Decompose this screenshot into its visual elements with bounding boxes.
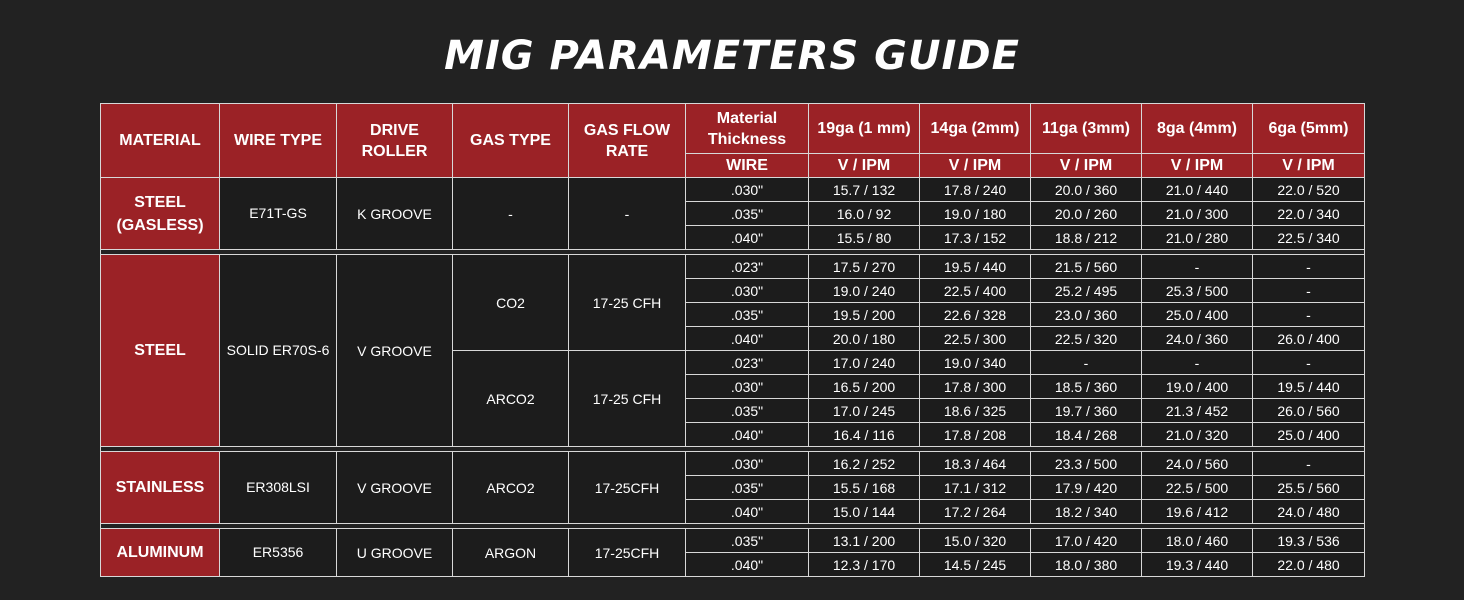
value-cell: - bbox=[1253, 452, 1365, 476]
value-cell: 15.0 / 320 bbox=[920, 529, 1031, 553]
value-cell: 16.0 / 92 bbox=[809, 202, 920, 226]
value-cell: 19.3 / 536 bbox=[1253, 529, 1365, 553]
value-cell: 21.5 / 560 bbox=[1031, 255, 1142, 279]
value-cell: 25.2 / 495 bbox=[1031, 279, 1142, 303]
material-cell: ALUMINUM bbox=[101, 529, 220, 577]
header-unit: V / IPM bbox=[1253, 154, 1365, 178]
table-row bbox=[101, 255, 1365, 279]
value-cell: 17.0 / 420 bbox=[1031, 529, 1142, 553]
value-cell: 25.0 / 400 bbox=[1253, 423, 1365, 447]
value-cell: 24.0 / 480 bbox=[1253, 500, 1365, 524]
table-row bbox=[101, 452, 1365, 476]
value-cell: 19.0 / 340 bbox=[920, 351, 1031, 375]
header-material: MATERIAL bbox=[101, 104, 220, 178]
wire-size-cell: .040" bbox=[686, 500, 809, 524]
value-cell: 17.1 / 312 bbox=[920, 476, 1031, 500]
value-cell: 25.5 / 560 bbox=[1253, 476, 1365, 500]
drive-roller-cell: K GROOVE bbox=[337, 178, 453, 250]
drive-roller-cell: V GROOVE bbox=[337, 452, 453, 524]
value-cell: - bbox=[1142, 351, 1253, 375]
value-cell: - bbox=[1253, 351, 1365, 375]
value-cell: - bbox=[1253, 303, 1365, 327]
wire-type-cell: ER308LSI bbox=[220, 452, 337, 524]
header-unit: V / IPM bbox=[920, 154, 1031, 178]
gas-type-cell: CO2 bbox=[453, 255, 569, 351]
wire-size-cell: .030" bbox=[686, 279, 809, 303]
value-cell: 17.8 / 208 bbox=[920, 423, 1031, 447]
value-cell: 21.3 / 452 bbox=[1142, 399, 1253, 423]
value-cell: 14.5 / 245 bbox=[920, 553, 1031, 577]
value-cell: 22.5 / 340 bbox=[1253, 226, 1365, 250]
header-wire: WIRE bbox=[686, 154, 809, 178]
value-cell: 17.8 / 300 bbox=[920, 375, 1031, 399]
value-cell: 21.0 / 300 bbox=[1142, 202, 1253, 226]
page-title: MIG PARAMETERS GUIDE bbox=[444, 33, 1020, 79]
value-cell: 20.0 / 260 bbox=[1031, 202, 1142, 226]
value-cell: 17.9 / 420 bbox=[1031, 476, 1142, 500]
table-body bbox=[101, 178, 1365, 577]
header-gauge: 6ga (5mm) bbox=[1253, 104, 1365, 154]
gas-flow-cell: 17-25CFH bbox=[569, 529, 686, 577]
header-gauge: 19ga (1 mm) bbox=[809, 104, 920, 154]
gas-type-cell: ARGON bbox=[453, 529, 569, 577]
value-cell: 22.5 / 400 bbox=[920, 279, 1031, 303]
header-drive-roller: DRIVE ROLLER bbox=[337, 104, 453, 178]
value-cell: 18.0 / 380 bbox=[1031, 553, 1142, 577]
wire-size-cell: .030" bbox=[686, 178, 809, 202]
drive-roller-cell: V GROOVE bbox=[337, 255, 453, 447]
value-cell: - bbox=[1253, 279, 1365, 303]
value-cell: 22.5 / 300 bbox=[920, 327, 1031, 351]
gas-flow-cell: 17-25CFH bbox=[569, 452, 686, 524]
wire-size-cell: .040" bbox=[686, 226, 809, 250]
gas-type-cell: ARCO2 bbox=[453, 351, 569, 447]
value-cell: 19.0 / 180 bbox=[920, 202, 1031, 226]
value-cell: 22.0 / 480 bbox=[1253, 553, 1365, 577]
value-cell: 20.0 / 360 bbox=[1031, 178, 1142, 202]
value-cell: 13.1 / 200 bbox=[809, 529, 920, 553]
wire-size-cell: .040" bbox=[686, 423, 809, 447]
value-cell: 22.0 / 520 bbox=[1253, 178, 1365, 202]
value-cell: 22.5 / 320 bbox=[1031, 327, 1142, 351]
value-cell: 17.3 / 152 bbox=[920, 226, 1031, 250]
value-cell: 18.0 / 460 bbox=[1142, 529, 1253, 553]
value-cell: - bbox=[1031, 351, 1142, 375]
header-gauge: 11ga (3mm) bbox=[1031, 104, 1142, 154]
wire-type-cell: E71T-GS bbox=[220, 178, 337, 250]
value-cell: 16.2 / 252 bbox=[809, 452, 920, 476]
table-row bbox=[101, 529, 1365, 553]
value-cell: 15.5 / 80 bbox=[809, 226, 920, 250]
value-cell: 26.0 / 560 bbox=[1253, 399, 1365, 423]
value-cell: 18.2 / 340 bbox=[1031, 500, 1142, 524]
value-cell: 18.5 / 360 bbox=[1031, 375, 1142, 399]
value-cell: - bbox=[1253, 255, 1365, 279]
value-cell: 18.3 / 464 bbox=[920, 452, 1031, 476]
wire-size-cell: .023" bbox=[686, 255, 809, 279]
header-unit: V / IPM bbox=[1031, 154, 1142, 178]
wire-size-cell: .035" bbox=[686, 303, 809, 327]
wire-size-cell: .035" bbox=[686, 202, 809, 226]
value-cell: 19.6 / 412 bbox=[1142, 500, 1253, 524]
gas-flow-cell: 17-25 CFH bbox=[569, 351, 686, 447]
wire-size-cell: .030" bbox=[686, 452, 809, 476]
value-cell: 23.3 / 500 bbox=[1031, 452, 1142, 476]
value-cell: 15.5 / 168 bbox=[809, 476, 920, 500]
header-gas-type: GAS TYPE bbox=[453, 104, 569, 178]
gas-type-cell: ARCO2 bbox=[453, 452, 569, 524]
value-cell: 21.0 / 280 bbox=[1142, 226, 1253, 250]
value-cell: 24.0 / 360 bbox=[1142, 327, 1253, 351]
value-cell: 17.0 / 245 bbox=[809, 399, 920, 423]
value-cell: 18.4 / 268 bbox=[1031, 423, 1142, 447]
value-cell: 15.0 / 144 bbox=[809, 500, 920, 524]
value-cell: 22.5 / 500 bbox=[1142, 476, 1253, 500]
gas-flow-cell: - bbox=[569, 178, 686, 250]
value-cell: 20.0 / 180 bbox=[809, 327, 920, 351]
value-cell: 25.3 / 500 bbox=[1142, 279, 1253, 303]
value-cell: 22.6 / 328 bbox=[920, 303, 1031, 327]
value-cell: 25.0 / 400 bbox=[1142, 303, 1253, 327]
wire-size-cell: .040" bbox=[686, 553, 809, 577]
wire-size-cell: .023" bbox=[686, 351, 809, 375]
value-cell: 19.3 / 440 bbox=[1142, 553, 1253, 577]
header-gauge: 8ga (4mm) bbox=[1142, 104, 1253, 154]
value-cell: 21.0 / 440 bbox=[1142, 178, 1253, 202]
value-cell: 19.5 / 200 bbox=[809, 303, 920, 327]
value-cell: 19.0 / 240 bbox=[809, 279, 920, 303]
gas-type-cell: - bbox=[453, 178, 569, 250]
value-cell: 12.3 / 170 bbox=[809, 553, 920, 577]
header-gas-flow-rate: GAS FLOW RATE bbox=[569, 104, 686, 178]
value-cell: 16.5 / 200 bbox=[809, 375, 920, 399]
value-cell: 23.0 / 360 bbox=[1031, 303, 1142, 327]
value-cell: 19.0 / 400 bbox=[1142, 375, 1253, 399]
value-cell: 17.2 / 264 bbox=[920, 500, 1031, 524]
value-cell: 17.0 / 240 bbox=[809, 351, 920, 375]
header-gauge: 14ga (2mm) bbox=[920, 104, 1031, 154]
value-cell: 21.0 / 320 bbox=[1142, 423, 1253, 447]
table-row bbox=[101, 178, 1365, 202]
wire-size-cell: .035" bbox=[686, 529, 809, 553]
material-cell: STEEL (GASLESS) bbox=[101, 178, 220, 250]
value-cell: 19.7 / 360 bbox=[1031, 399, 1142, 423]
value-cell: 19.5 / 440 bbox=[1253, 375, 1365, 399]
drive-roller-cell: U GROOVE bbox=[337, 529, 453, 577]
header-unit: V / IPM bbox=[809, 154, 920, 178]
wire-size-cell: .030" bbox=[686, 375, 809, 399]
value-cell: 17.5 / 270 bbox=[809, 255, 920, 279]
header-material-thickness: Material Thickness bbox=[686, 104, 809, 154]
header-wire-type: WIRE TYPE bbox=[220, 104, 337, 178]
wire-size-cell: .035" bbox=[686, 476, 809, 500]
value-cell: 19.5 / 440 bbox=[920, 255, 1031, 279]
wire-type-cell: SOLID ER70S-6 bbox=[220, 255, 337, 447]
wire-size-cell: .035" bbox=[686, 399, 809, 423]
value-cell: 18.8 / 212 bbox=[1031, 226, 1142, 250]
value-cell: 26.0 / 400 bbox=[1253, 327, 1365, 351]
value-cell: 16.4 / 116 bbox=[809, 423, 920, 447]
header-unit: V / IPM bbox=[1142, 154, 1253, 178]
wire-type-cell: ER5356 bbox=[220, 529, 337, 577]
value-cell: 22.0 / 340 bbox=[1253, 202, 1365, 226]
gas-flow-cell: 17-25 CFH bbox=[569, 255, 686, 351]
value-cell: 15.7 / 132 bbox=[809, 178, 920, 202]
value-cell: 18.6 / 325 bbox=[920, 399, 1031, 423]
value-cell: 24.0 / 560 bbox=[1142, 452, 1253, 476]
mig-parameters-table bbox=[100, 103, 1365, 577]
material-cell: STEEL bbox=[101, 255, 220, 447]
value-cell: - bbox=[1142, 255, 1253, 279]
value-cell: 17.8 / 240 bbox=[920, 178, 1031, 202]
material-cell: STAINLESS bbox=[101, 452, 220, 524]
wire-size-cell: .040" bbox=[686, 327, 809, 351]
